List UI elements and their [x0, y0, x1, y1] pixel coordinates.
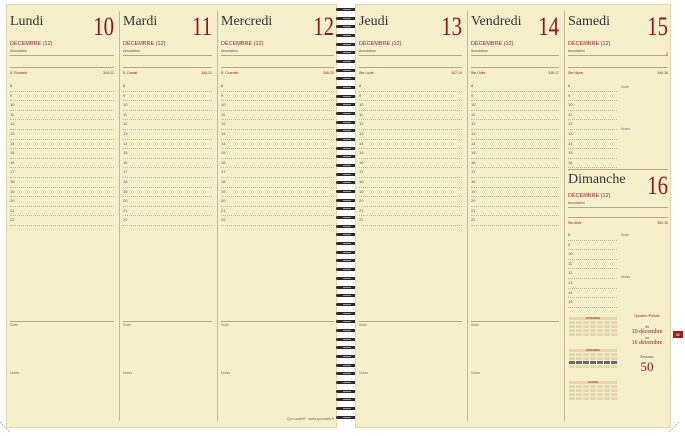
- suite-label: Suite: [471, 323, 479, 327]
- suite-label: Suite: [359, 323, 367, 327]
- hour-label: 15: [471, 150, 476, 156]
- saint-line: [221, 71, 334, 75]
- hour-label: 12: [359, 121, 364, 127]
- hour-label: 15: [359, 150, 364, 156]
- saint-line: [10, 71, 114, 75]
- saint-name: Ste Alice: [568, 221, 582, 225]
- day-name: Mercredi: [221, 14, 273, 29]
- notes-label: Notes: [621, 275, 631, 279]
- week-summary: [621, 313, 673, 375]
- mini-calendar-title: JANVIER: [569, 381, 617, 384]
- notes-label: Notes: [221, 371, 231, 375]
- hour-label: 10: [10, 102, 15, 108]
- annotation-label: Annotation: [221, 49, 238, 53]
- hour-label: 14: [10, 140, 15, 146]
- day-name: Samedi: [568, 14, 610, 29]
- right-page: [355, 4, 671, 428]
- hour-label: 19: [359, 188, 364, 194]
- to-date: 16 décembre: [631, 340, 663, 346]
- mini-calendar-title: DÉCEMBRE: [569, 349, 617, 352]
- hour-grid[interactable]: [471, 82, 559, 226]
- hour-label: 9: [359, 92, 362, 98]
- hour-label: 11: [359, 111, 364, 117]
- hour-label: 16: [10, 159, 15, 165]
- week-marker: 3: [665, 51, 668, 56]
- hour-label: 11: [471, 111, 476, 117]
- footer-url: Quo vadis® · www.quovadis.fr: [287, 417, 334, 421]
- day-column-wednesday: [218, 5, 338, 427]
- hour-label: 21: [123, 207, 128, 213]
- week-tab[interactable]: 50: [673, 331, 683, 338]
- annotation-label: Annotation: [471, 49, 488, 53]
- hour-label: 17: [359, 169, 364, 175]
- hour-label: 18: [123, 178, 128, 184]
- day-ratio: 346-20: [323, 71, 334, 75]
- hour-label: 8: [471, 83, 474, 88]
- day-name: Dimanche: [568, 172, 626, 187]
- saint-line: [123, 71, 212, 75]
- annotation-label: Annotation: [10, 49, 27, 53]
- hour-label: 14: [568, 289, 573, 295]
- hour-label: 15: [10, 150, 15, 156]
- notes-label: Notes: [621, 127, 631, 131]
- hour-label: 15: [123, 150, 128, 156]
- day-number: 12: [313, 12, 334, 41]
- saint-line: [568, 71, 668, 75]
- hour-label: 22: [471, 217, 476, 223]
- hour-label: 17: [221, 169, 226, 175]
- day-number: 10: [93, 12, 114, 41]
- hour-label: 13: [359, 130, 364, 136]
- week-number: 50: [640, 359, 654, 374]
- hour-label: 19: [471, 188, 476, 194]
- notes-label: Notes: [10, 371, 20, 375]
- day-ratio: 348-17: [548, 71, 559, 75]
- hour-label: 16: [123, 159, 128, 165]
- corner-tab-bottom-right: [665, 418, 679, 432]
- hour-label: 12: [221, 121, 226, 127]
- hour-label: 14: [123, 140, 128, 146]
- saint-name: S. Daniel: [123, 71, 138, 75]
- hour-label: 9: [568, 241, 571, 247]
- hour-label: 11: [221, 111, 226, 117]
- hour-label: 15: [568, 299, 573, 305]
- hour-grid[interactable]: [10, 82, 114, 226]
- hour-label: 22: [10, 217, 15, 223]
- hour-label: 16: [568, 159, 573, 165]
- hour-grid[interactable]: [221, 82, 334, 226]
- suite-label: Suite: [621, 233, 629, 237]
- corner-tab-bottom-left: [0, 418, 14, 432]
- month-label: DÉCEMBRE (12): [10, 41, 53, 47]
- hour-label: 9: [221, 92, 224, 98]
- annotation-label: Annotation: [359, 49, 376, 53]
- saint-line: [568, 221, 668, 225]
- hour-label: 13: [568, 279, 573, 285]
- day-ratio: 350-15: [657, 221, 668, 225]
- hour-grid-saturday[interactable]: [568, 82, 617, 168]
- hour-label: 14: [221, 140, 226, 146]
- hour-label: 21: [359, 207, 364, 213]
- hour-label: 8: [221, 83, 224, 88]
- month-label: DÉCEMBRE (12): [568, 193, 611, 199]
- hour-label: 9: [10, 92, 13, 98]
- hour-label: 16: [471, 159, 476, 165]
- hour-label: 9: [568, 92, 571, 98]
- hour-label: 20: [221, 198, 226, 204]
- hour-label: 18: [471, 178, 476, 184]
- hour-grid-sunday[interactable]: [568, 231, 617, 308]
- hour-label: 22: [221, 217, 226, 223]
- month-label: DÉCEMBRE (12): [221, 41, 264, 47]
- day-number: 11: [191, 12, 212, 41]
- month-label: DÉCEMBRE (12): [359, 41, 402, 47]
- hour-label: 15: [568, 150, 573, 156]
- hour-label: 11: [568, 111, 573, 117]
- day-name: Lundi: [10, 14, 44, 29]
- hour-label: 13: [123, 130, 128, 136]
- hour-label: 20: [359, 198, 364, 204]
- hour-label: 20: [10, 198, 15, 204]
- day-number: 14: [538, 12, 559, 41]
- month-label: DÉCEMBRE (12): [123, 41, 166, 47]
- mini-calendar: [569, 349, 617, 368]
- hour-label: 8: [123, 83, 126, 88]
- from-date: 10 décembre: [631, 329, 663, 335]
- hour-label: 12: [10, 121, 15, 127]
- weekend-column: [565, 5, 672, 427]
- day-name: Jeudi: [359, 14, 389, 29]
- day-name: Mardi: [123, 14, 158, 29]
- hour-label: 16: [359, 159, 364, 165]
- suite-label: Suite: [10, 323, 18, 327]
- notes-label: Notes: [123, 371, 133, 375]
- day-ratio: 344-22: [103, 71, 114, 75]
- hour-label: 10: [359, 102, 364, 108]
- hour-label: 22: [123, 217, 128, 223]
- saint-name: S. Corentin: [221, 71, 239, 75]
- hour-label: 8: [10, 83, 13, 88]
- day-number: 15: [647, 12, 668, 41]
- mini-calendar-title: NOVEMBRE: [569, 317, 617, 320]
- hour-grid[interactable]: [359, 82, 462, 226]
- hour-label: 15: [221, 150, 226, 156]
- hour-label: 20: [123, 198, 128, 204]
- suite-label: Suite: [221, 323, 229, 327]
- to-label: au: [645, 335, 649, 340]
- hour-label: 9: [123, 92, 126, 98]
- from-label: du: [645, 324, 649, 329]
- week-label: Semaine: [640, 354, 654, 359]
- hour-label: 8: [568, 232, 571, 237]
- day-column-thursday: [356, 5, 466, 427]
- hour-label: 14: [568, 140, 573, 146]
- annotation-label: Annotation: [123, 49, 140, 53]
- hour-label: 20: [471, 198, 476, 204]
- left-page: [6, 4, 337, 428]
- saint-line: [359, 71, 462, 75]
- hour-label: 11: [10, 111, 15, 117]
- hour-label: 14: [471, 140, 476, 146]
- hour-label: 13: [471, 130, 476, 136]
- hour-grid[interactable]: [123, 82, 212, 226]
- hour-label: 22: [359, 217, 364, 223]
- notes-label: Notes: [359, 371, 369, 375]
- day-number: 16: [647, 171, 668, 200]
- hour-label: 12: [471, 121, 476, 127]
- hour-label: 10: [568, 251, 573, 257]
- hour-label: 18: [10, 178, 15, 184]
- hour-label: 17: [471, 169, 476, 175]
- saint-name: Ste Lucie: [359, 71, 374, 75]
- hour-label: 21: [221, 207, 226, 213]
- day-ratio: 345-21: [201, 71, 212, 75]
- hour-label: 12: [123, 121, 128, 127]
- notes-label: Notes: [471, 371, 481, 375]
- annotation-label: Annotation: [568, 201, 585, 205]
- mini-calendar: [569, 381, 617, 400]
- month-label: DÉCEMBRE (12): [471, 41, 514, 47]
- saint-name: S. Romaric: [10, 71, 28, 75]
- day-name: Vendredi: [471, 14, 522, 29]
- hour-label: 10: [221, 102, 226, 108]
- suite-label: Suite: [123, 323, 131, 327]
- lune-title: Quartier Polaire: [634, 313, 660, 318]
- hour-label: 17: [10, 169, 15, 175]
- hour-label: 13: [568, 130, 573, 136]
- hour-label: 21: [471, 207, 476, 213]
- hour-label: 9: [471, 92, 474, 98]
- hour-label: 21: [10, 207, 15, 213]
- day-number: 13: [441, 12, 462, 41]
- hour-label: 10: [471, 102, 476, 108]
- saint-line: [471, 71, 559, 75]
- hour-label: 10: [568, 102, 573, 108]
- hour-label: 14: [359, 140, 364, 146]
- month-label: DÉCEMBRE (12): [568, 41, 611, 47]
- hour-label: 11: [568, 260, 573, 266]
- hour-label: 18: [359, 178, 364, 184]
- hour-label: 19: [10, 188, 15, 194]
- hour-label: 10: [123, 102, 128, 108]
- hour-label: 18: [221, 178, 226, 184]
- day-ratio: 349-16: [657, 71, 668, 75]
- hour-label: 19: [123, 188, 128, 194]
- annotation-label: Annotation: [568, 49, 585, 53]
- hour-label: 17: [123, 169, 128, 175]
- day-ratio: 347-19: [451, 71, 462, 75]
- day-column-monday: [7, 5, 118, 427]
- hour-label: 8: [359, 83, 362, 88]
- hour-label: 12: [568, 270, 573, 276]
- hour-label: 13: [10, 130, 15, 136]
- hour-label: 16: [221, 159, 226, 165]
- suite-label: Suite: [621, 85, 629, 89]
- day-column-tuesday: [120, 5, 216, 427]
- hour-label: 8: [568, 83, 571, 88]
- saint-name: Ste Ninon: [568, 71, 584, 75]
- hour-label: 12: [568, 121, 573, 127]
- hour-label: 11: [123, 111, 128, 117]
- hour-label: 19: [221, 188, 226, 194]
- saint-name: Ste Odile: [471, 71, 486, 75]
- hour-label: 13: [221, 130, 226, 136]
- mini-calendar: [569, 317, 617, 336]
- day-column-friday: [468, 5, 563, 427]
